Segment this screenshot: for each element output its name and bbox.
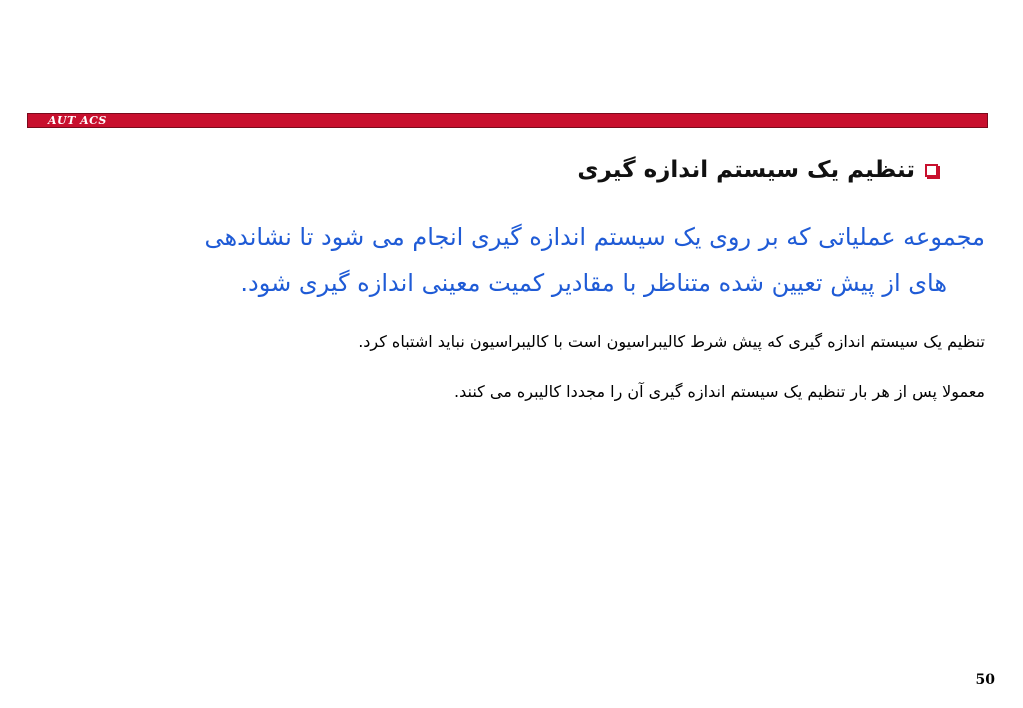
heading-text: تنظیم یک سیستم اندازه گیری [577,157,915,183]
note-calibration-distinction: تنظیم یک سیستم اندازه گیری که پیش شرط کالیبراسیون است با کالیبراسیون نباید اشتباه کرد. [358,332,985,351]
logo-text: AUT ACS [48,114,107,127]
definition-line-1: مجموعه عملیاتی که بر روی یک سیستم اندازه گیری انجام می شود تا نشاندهی [204,223,985,251]
definition-line-2: های از پیش تعیین شده متناظر با مقادیر کمیت معینی اندازه گیری شود. [240,269,947,297]
page-number: 50 [975,672,995,688]
slide-heading [577,150,938,190]
note-recalibration: معمولا پس از هر بار تنظیم یک سیستم اندازه گیری آن را مجددا کالیبره می کنند. [454,382,985,401]
header-bar [27,113,988,128]
definition-paragraph [65,214,985,306]
square-bullet-icon [925,164,938,177]
